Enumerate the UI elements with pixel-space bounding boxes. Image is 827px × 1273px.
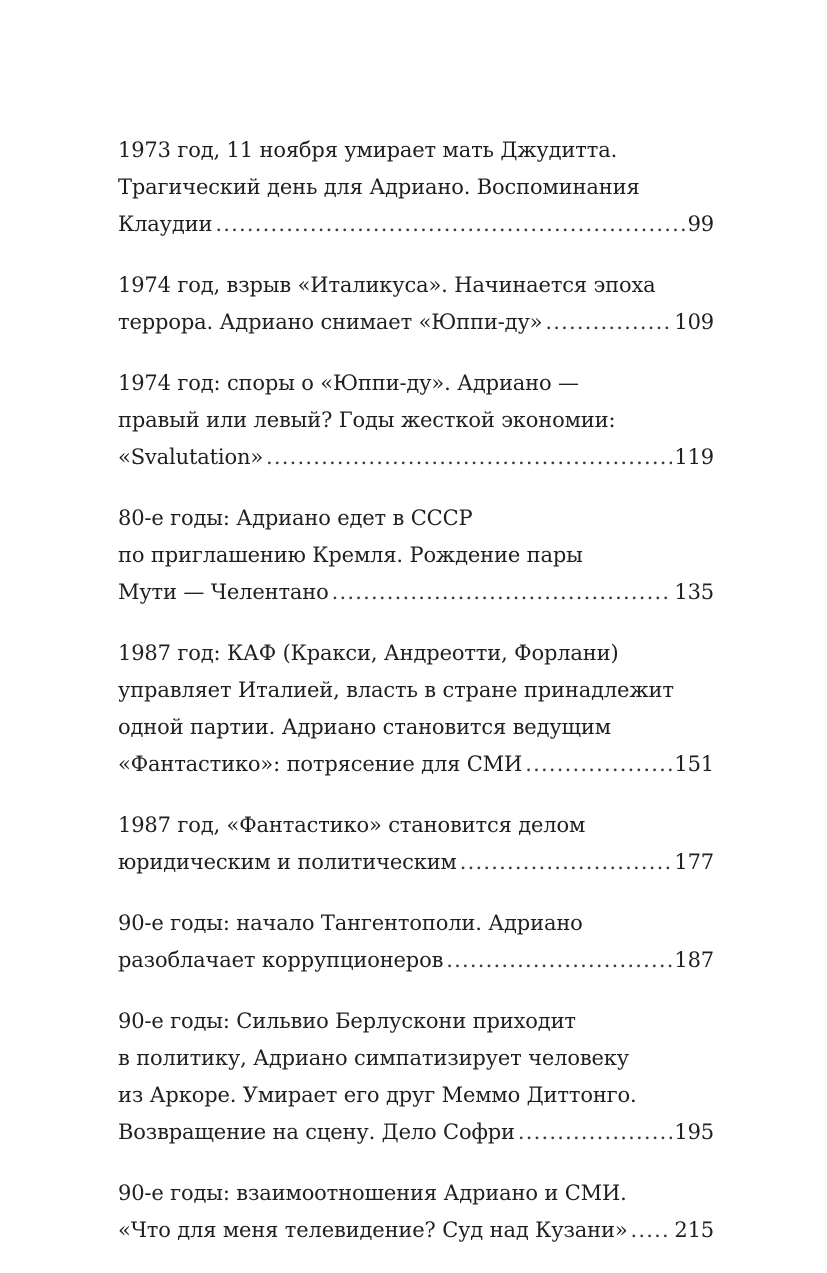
toc-entry-last-line (118, 206, 714, 243)
toc-entry-last-line (118, 942, 714, 979)
toc-entry (118, 905, 714, 979)
toc-entry-line: террора. Адриано снимает «Юппи-ду» (118, 310, 543, 334)
toc-page-number: 215 (674, 1218, 714, 1242)
toc-entry (118, 267, 714, 341)
toc-entry-last-line (118, 844, 714, 881)
toc-entry (118, 1003, 714, 1151)
toc-entry-last-line (118, 746, 714, 783)
toc-entry-line: 1974 год, взрыв «Италикуса». Начинается эпоха (118, 273, 656, 297)
toc-entry-line: из Аркоре. Умирает его друг Меммо Диттонго. (118, 1083, 637, 1107)
toc-page-number: 187 (674, 948, 714, 972)
dot-leader (545, 304, 672, 341)
toc-page-number: 151 (674, 752, 714, 776)
toc-entry (118, 132, 714, 243)
toc-entry-line: Возвращение на сцену. Дело Софри (118, 1120, 515, 1144)
toc-entry-line: правый или левый? Годы жесткой экономии: (118, 408, 616, 432)
toc-entry (118, 365, 714, 476)
dot-leader (215, 206, 685, 243)
toc-entry-line: «Svalutation» (118, 445, 264, 469)
toc-page-number: 195 (674, 1120, 714, 1144)
toc-entry-line: одной партии. Адриано становится ведущим (118, 715, 611, 739)
dot-leader (332, 574, 673, 611)
toc-entry-line: «Фантастико»: потрясение для СМИ (118, 752, 523, 776)
toc-entry-line: 90-е годы: начало Тангентополи. Адриано (118, 911, 583, 935)
toc-page-number: 177 (674, 850, 714, 874)
toc-page-number: 119 (674, 445, 714, 469)
dot-leader (518, 1114, 672, 1151)
toc-entry (118, 500, 714, 611)
dot-leader (446, 942, 672, 979)
toc-entry (118, 1175, 714, 1249)
dot-leader (266, 439, 672, 476)
toc-page-number: 109 (674, 310, 714, 334)
toc-entry-last-line (118, 1212, 714, 1249)
toc-entry-line: 1973 год, 11 ноября умирает мать Джудитта. (118, 138, 618, 162)
toc-entry-line: 90-е годы: взаимоотношения Адриано и СМИ. (118, 1181, 627, 1205)
toc-entry-line: Трагический день для Адриано. Воспоминания (118, 175, 640, 199)
toc-entry-line: по приглашению Кремля. Рождение пары (118, 543, 583, 567)
toc-entry-line: Мути — Челентано (118, 580, 329, 604)
toc-entry-line: 1974 год: споры о «Юппи-ду». Адриано — (118, 371, 579, 395)
dot-leader (631, 1212, 673, 1249)
toc-entry-line: 1987 год: КАФ (Кракси, Андреотти, Форлани) (118, 641, 619, 665)
toc-entry-last-line (118, 304, 714, 341)
toc-entry-line: 90-е годы: Сильвио Берлускони приходит (118, 1009, 576, 1033)
toc-page-number: 135 (674, 580, 714, 604)
toc-entry-line: юридическим и политическим (118, 850, 457, 874)
toc-entry (118, 807, 714, 881)
dot-leader (525, 746, 672, 783)
toc-entry-line: «Что для меня телевидение? Суд над Кузани» (118, 1218, 628, 1242)
toc-entry-line: Клаудии (118, 212, 213, 236)
table-of-contents (118, 132, 714, 1273)
toc-entry-line: в политику, Адриано симпатизирует человеку (118, 1046, 629, 1070)
dot-leader (460, 844, 673, 881)
toc-page-number: 99 (687, 212, 714, 236)
toc-entry-line: разоблачает коррупционеров (118, 948, 444, 972)
toc-entry-line: 1987 год, «Фантастико» становится делом (118, 813, 586, 837)
toc-entry-last-line (118, 574, 714, 611)
toc-entry (118, 635, 714, 783)
toc-entry-line: управляет Италией, власть в стране принадлежит (118, 678, 674, 702)
toc-entry-last-line (118, 1114, 714, 1151)
toc-entry-line: 80-е годы: Адриано едет в СССР (118, 506, 473, 530)
toc-entry-last-line (118, 439, 714, 476)
